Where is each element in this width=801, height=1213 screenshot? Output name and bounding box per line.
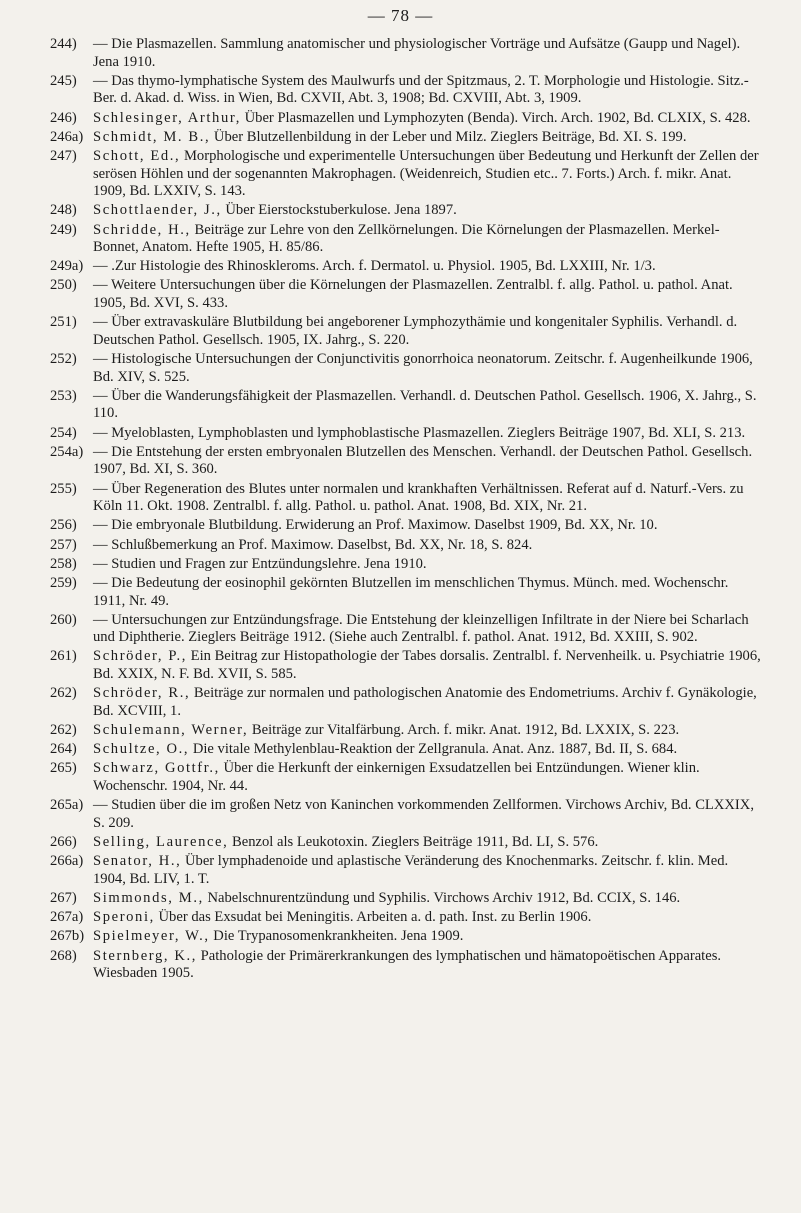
entry-citation: Morphologische und experimentelle Untersuchungen über Bedeutung und Herkunft der Zellen der serösen Höhlen und der sogenannten Makrophagen. (Weidenreich, Studien etc.. 7. Forts.) Arch. f. mikr. Anat. 1909, Bd. LXXIV, S. 143. — [93, 147, 759, 200]
entry-number: 249) — [50, 221, 77, 238]
bibliography-entry — [50, 277, 762, 312]
entry-author: Speroni, — [93, 909, 155, 926]
entry-citation: Ein Beitrag zur Histopathologie der Tabes dorsalis. Zentralbl. f. Nervenheilk. u. Psychiatrie 1906, Bd. XXIX, N. F. Bd. XVII, S. 585. — [93, 648, 761, 683]
entry-number: 266a) — [50, 853, 84, 870]
entry-text — [93, 444, 762, 479]
entry-text — [93, 202, 762, 220]
bibliography-entry — [50, 575, 762, 610]
entry-number: 265a) — [50, 797, 84, 814]
bibliography-entry — [50, 222, 762, 257]
bibliography-list — [50, 36, 762, 984]
entry-text — [93, 222, 762, 257]
bibliography-entry — [50, 648, 762, 683]
bibliography-entry — [50, 928, 762, 946]
entry-number: 267) — [50, 889, 77, 906]
entry-author: Schwarz, Gottfr., — [93, 760, 220, 777]
entry-citation: — .Zur Histologie des Rhinoskleroms. Arch. f. Dermatol. u. Physiol. 1905, Bd. LXXIII, Nr. 1/3. — [93, 258, 656, 275]
entry-text — [93, 388, 762, 423]
entry-number: 250) — [50, 277, 77, 294]
entry-citation: Benzol als Leukotoxin. Zieglers Beiträge 1911, Bd. LI, S. 576. — [228, 833, 599, 850]
entry-text — [93, 517, 762, 535]
bibliography-entry — [50, 612, 762, 647]
entry-text — [93, 277, 762, 312]
entry-number: 246) — [50, 109, 77, 126]
entry-author: Schottlaender, J., — [93, 202, 222, 219]
bibliography-entry — [50, 797, 762, 832]
entry-citation: — Schlußbemerkung an Prof. Maximow. Daselbst, Bd. XX, Nr. 18, S. 824. — [93, 536, 533, 553]
bibliography-entry — [50, 425, 762, 443]
entry-author: Schott, Ed., — [93, 147, 181, 164]
entry-number: 244) — [50, 36, 77, 52]
entry-citation: Über Plasmazellen und Lymphozyten (Benda). Virch. Arch. 1902, Bd. CLXIX, S. 428. — [240, 109, 751, 126]
entry-number: 257) — [50, 536, 77, 553]
entry-citation: Über Eierstockstuberkulose. Jena 1897. — [221, 202, 457, 219]
entry-citation: — Histologische Untersuchungen der Conjunctivitis gonorrhoica neonatorum. Zeitschr. f. Augenheilkunde 1906, Bd. XIV, S. 525. — [93, 351, 753, 385]
entry-text — [93, 481, 762, 516]
entry-citation: — Die Entstehung der ersten embryonalen Blutzellen des Menschen. Verhandl. der Deutschen Pathol. Gesellsch. 1907, Bd. XI, S. 360. — [93, 443, 753, 478]
entry-citation: — Über die Wanderungsfähigkeit der Plasmazellen. Verhandl. d. Deutschen Pathol. Gesellsch. 1906, X. Jahrg., S. 110. — [93, 387, 757, 422]
entry-text — [93, 760, 762, 795]
entry-number: 266) — [50, 833, 77, 850]
entry-number: 246a) — [50, 128, 84, 145]
entry-author: Senator, H., — [93, 853, 182, 870]
entry-author: Schultze, O., — [93, 741, 190, 758]
entry-citation: Über lymphadenoide und aplastische Veränderung des Knochenmarks. Zeitschr. f. klin. Med. 1904, Bd. LIV, 1. T. — [93, 853, 729, 887]
bibliography-entry — [50, 556, 762, 574]
entry-citation: — Über Regeneration des Blutes unter normalen und krankhaften Verhältnissen. Referat auf d. Naturf.-Vers. zu Köln 11. Okt. 1908. Zentralbl. f. allg. Pathol. u. pathol. Anat. 1908, Bd. XIX, Nr. 21. — [93, 480, 744, 515]
entry-number: 262) — [50, 685, 77, 702]
entry-text — [93, 537, 762, 555]
entry-text — [93, 258, 762, 276]
entry-text — [93, 909, 762, 927]
entry-text — [93, 685, 762, 720]
entry-author: Schulemann, Werner, — [93, 722, 249, 739]
entry-text — [93, 612, 762, 647]
bibliography-entry — [50, 685, 762, 720]
entry-number: 251) — [50, 314, 77, 331]
entry-citation: — Untersuchungen zur Entzündungsfrage. Die Entstehung der kleinzelligen Infiltrate in der Niere bei Scharlach und Diphtherie. Zieglers Beiträge 1912. (Siehe auch Zentralbl. f. pathol. Anat. 1912, Bd. XXIII, S. 902. — [93, 611, 749, 646]
entry-citation: Die vitale Methylenblau-Reaktion der Zellgranula. Anat. Anz. 1887, Bd. II, S. 684. — [189, 741, 678, 758]
entry-text — [93, 928, 762, 946]
entry-number: 247) — [50, 147, 77, 164]
entry-author: Selling, Laurence, — [93, 833, 229, 850]
entry-number: 254a) — [50, 443, 84, 460]
entry-citation: — Die Plasmazellen. Sammlung anatomischer und physiologischer Vorträge und Aufsätze (Gaupp und Nagel). Jena 1910. — [93, 36, 741, 70]
bibliography-entry — [50, 853, 762, 888]
entry-number: 254) — [50, 424, 77, 441]
entry-citation: Die Trypanosomenkrankheiten. Jena 1909. — [209, 928, 464, 945]
bibliography-entry — [50, 110, 762, 128]
bibliography-entry — [50, 481, 762, 516]
entry-author: Spielmeyer, W., — [93, 928, 210, 945]
entry-citation: Über Blutzellenbildung in der Leber und Milz. Zieglers Beiträge, Bd. XI. S. 199. — [210, 128, 687, 145]
entry-text — [93, 648, 762, 683]
entry-text — [93, 948, 762, 983]
entry-author: Schridde, H., — [93, 221, 191, 238]
entry-author: Schröder, R., — [93, 685, 191, 702]
bibliography-entry — [50, 148, 762, 201]
bibliography-entry — [50, 129, 762, 147]
entry-author: Schlesinger, Arthur, — [93, 109, 241, 126]
entry-text — [93, 129, 762, 147]
entry-citation: — Die embryonale Blutbildung. Erwiderung an Prof. Maximow. Daselbst 1909, Bd. XX, Nr. 10. — [93, 517, 658, 534]
bibliography-entry — [50, 444, 762, 479]
entry-citation: Nabelschnurentzündung und Syphilis. Virchows Archiv 1912, Bd. CCIX, S. 146. — [203, 889, 681, 906]
entry-citation: — Studien über die im großen Netz von Kaninchen vorkommenden Zellformen. Virchows Archiv, Bd. CLXXIX, S. 209. — [93, 797, 754, 831]
entry-citation: Pathologie der Primärerkrankungen des lymphatischen und hämatopoëtischen Apparates. Wiesbaden 1905. — [93, 947, 722, 982]
entry-number: 262) — [50, 722, 77, 739]
bibliography-entry — [50, 741, 762, 759]
bibliography-entry — [50, 258, 762, 276]
entry-text — [93, 110, 762, 128]
bibliography-entry — [50, 314, 762, 349]
entry-number: 245) — [50, 72, 77, 89]
page-number: — 78 — — [367, 6, 434, 25]
entry-citation: — Myeloblasten, Lymphoblasten und lymphoblastische Plasmazellen. Zieglers Beiträge 1907, Bd. XLI, S. 213. — [93, 424, 746, 441]
entry-citation: — Studien und Fragen zur Entzündungslehre. Jena 1910. — [93, 555, 427, 572]
bibliography-entry — [50, 760, 762, 795]
entry-text — [93, 36, 762, 71]
entry-number: 265) — [50, 760, 77, 777]
entry-text — [93, 890, 762, 908]
entry-citation: Beiträge zur Vitalfärbung. Arch. f. mikr. Anat. 1912, Bd. LXXIX, S. 223. — [248, 722, 680, 739]
entry-number: 252) — [50, 351, 77, 368]
entry-text — [93, 834, 762, 852]
bibliography-entry — [50, 36, 762, 71]
entry-number: 267b) — [50, 928, 85, 945]
entry-author: Sternberg, K., — [93, 947, 198, 964]
entry-number: 253) — [50, 387, 77, 404]
bibliography-entry — [50, 909, 762, 927]
entry-text — [93, 797, 762, 832]
entry-citation: Über das Exsudat bei Meningitis. Arbeiten a. d. path. Inst. zu Berlin 1906. — [154, 909, 592, 926]
entry-citation: — Die Bedeutung der eosinophil gekörnten Blutzellen im menschlichen Thymus. Münch. med. Wochenschr. 1911, Nr. 49. — [93, 574, 729, 609]
bibliography-entry — [50, 537, 762, 555]
entry-number: 255) — [50, 480, 77, 497]
bibliography-entry — [50, 351, 762, 386]
entry-citation: — Über extravaskuläre Blutbildung bei angeborener Lymphozythämie und kongenitaler Syphilis. Verhandl. d. Deutschen Pathol. Gesellsch. 1905, IX. Jahrg., S. 220. — [93, 314, 738, 348]
entry-citation: Beiträge zur Lehre von den Zellkörnelungen. Die Körnelungen der Plasmazellen. Merkel-Bonnet, Anatom. Hefte 1905, H. 85/86. — [93, 221, 720, 256]
entry-text — [93, 148, 762, 201]
bibliography-entry — [50, 202, 762, 220]
bibliography-entry — [50, 890, 762, 908]
bibliography-entry — [50, 73, 762, 108]
entry-text — [93, 351, 762, 386]
entry-text — [93, 722, 762, 740]
entry-text — [93, 575, 762, 610]
entry-text — [93, 425, 762, 443]
entry-author: Schröder, P., — [93, 648, 187, 665]
entry-number: 267a) — [50, 909, 84, 926]
entry-number: 248) — [50, 202, 77, 219]
entry-number: 258) — [50, 555, 77, 572]
bibliography-entry — [50, 722, 762, 740]
bibliography-entry — [50, 948, 762, 983]
entry-number: 268) — [50, 947, 77, 964]
entry-number: 261) — [50, 648, 77, 665]
entry-text — [93, 556, 762, 574]
entry-author: Simmonds, M., — [93, 889, 204, 906]
bibliography-entry — [50, 834, 762, 852]
entry-text — [93, 314, 762, 349]
entry-citation: — Das thymo-lymphatische System des Maulwurfs und der Spitzmaus, 2. T. Morphologie und Histologie. Sitz.-Ber. d. Akad. d. Wiss. in Wien, Bd. CXVII, Abt. 3, 1908; Bd. CXVIII, Abt. 3, 1909. — [93, 72, 749, 107]
entry-text — [93, 741, 762, 759]
entry-citation: Beiträge zur normalen und pathologischen Anatomie des Endometriums. Archiv f. Gynäkologie, Bd. XCVIII, 1. — [93, 685, 757, 719]
entry-author: Schmidt, M. B., — [93, 128, 211, 145]
entry-number: 264) — [50, 741, 77, 758]
entry-number: 256) — [50, 517, 77, 534]
entry-number: 260) — [50, 611, 77, 628]
entry-text — [93, 853, 762, 888]
bibliography-entry — [50, 388, 762, 423]
entry-number: 259) — [50, 574, 77, 591]
entry-citation: Über die Herkunft der einkernigen Exsudatzellen bei Entzündungen. Wiener klin. Wochenschr. 1904, Nr. 44. — [93, 760, 700, 794]
entry-number: 249a) — [50, 258, 84, 275]
entry-citation: — Weitere Untersuchungen über die Körnelungen der Plasmazellen. Zentralbl. f. allg. Pathol. u. pathol. Anat. 1905, Bd. XVI, S. 433. — [93, 277, 733, 312]
entry-text — [93, 73, 762, 108]
bibliography-entry — [50, 517, 762, 535]
